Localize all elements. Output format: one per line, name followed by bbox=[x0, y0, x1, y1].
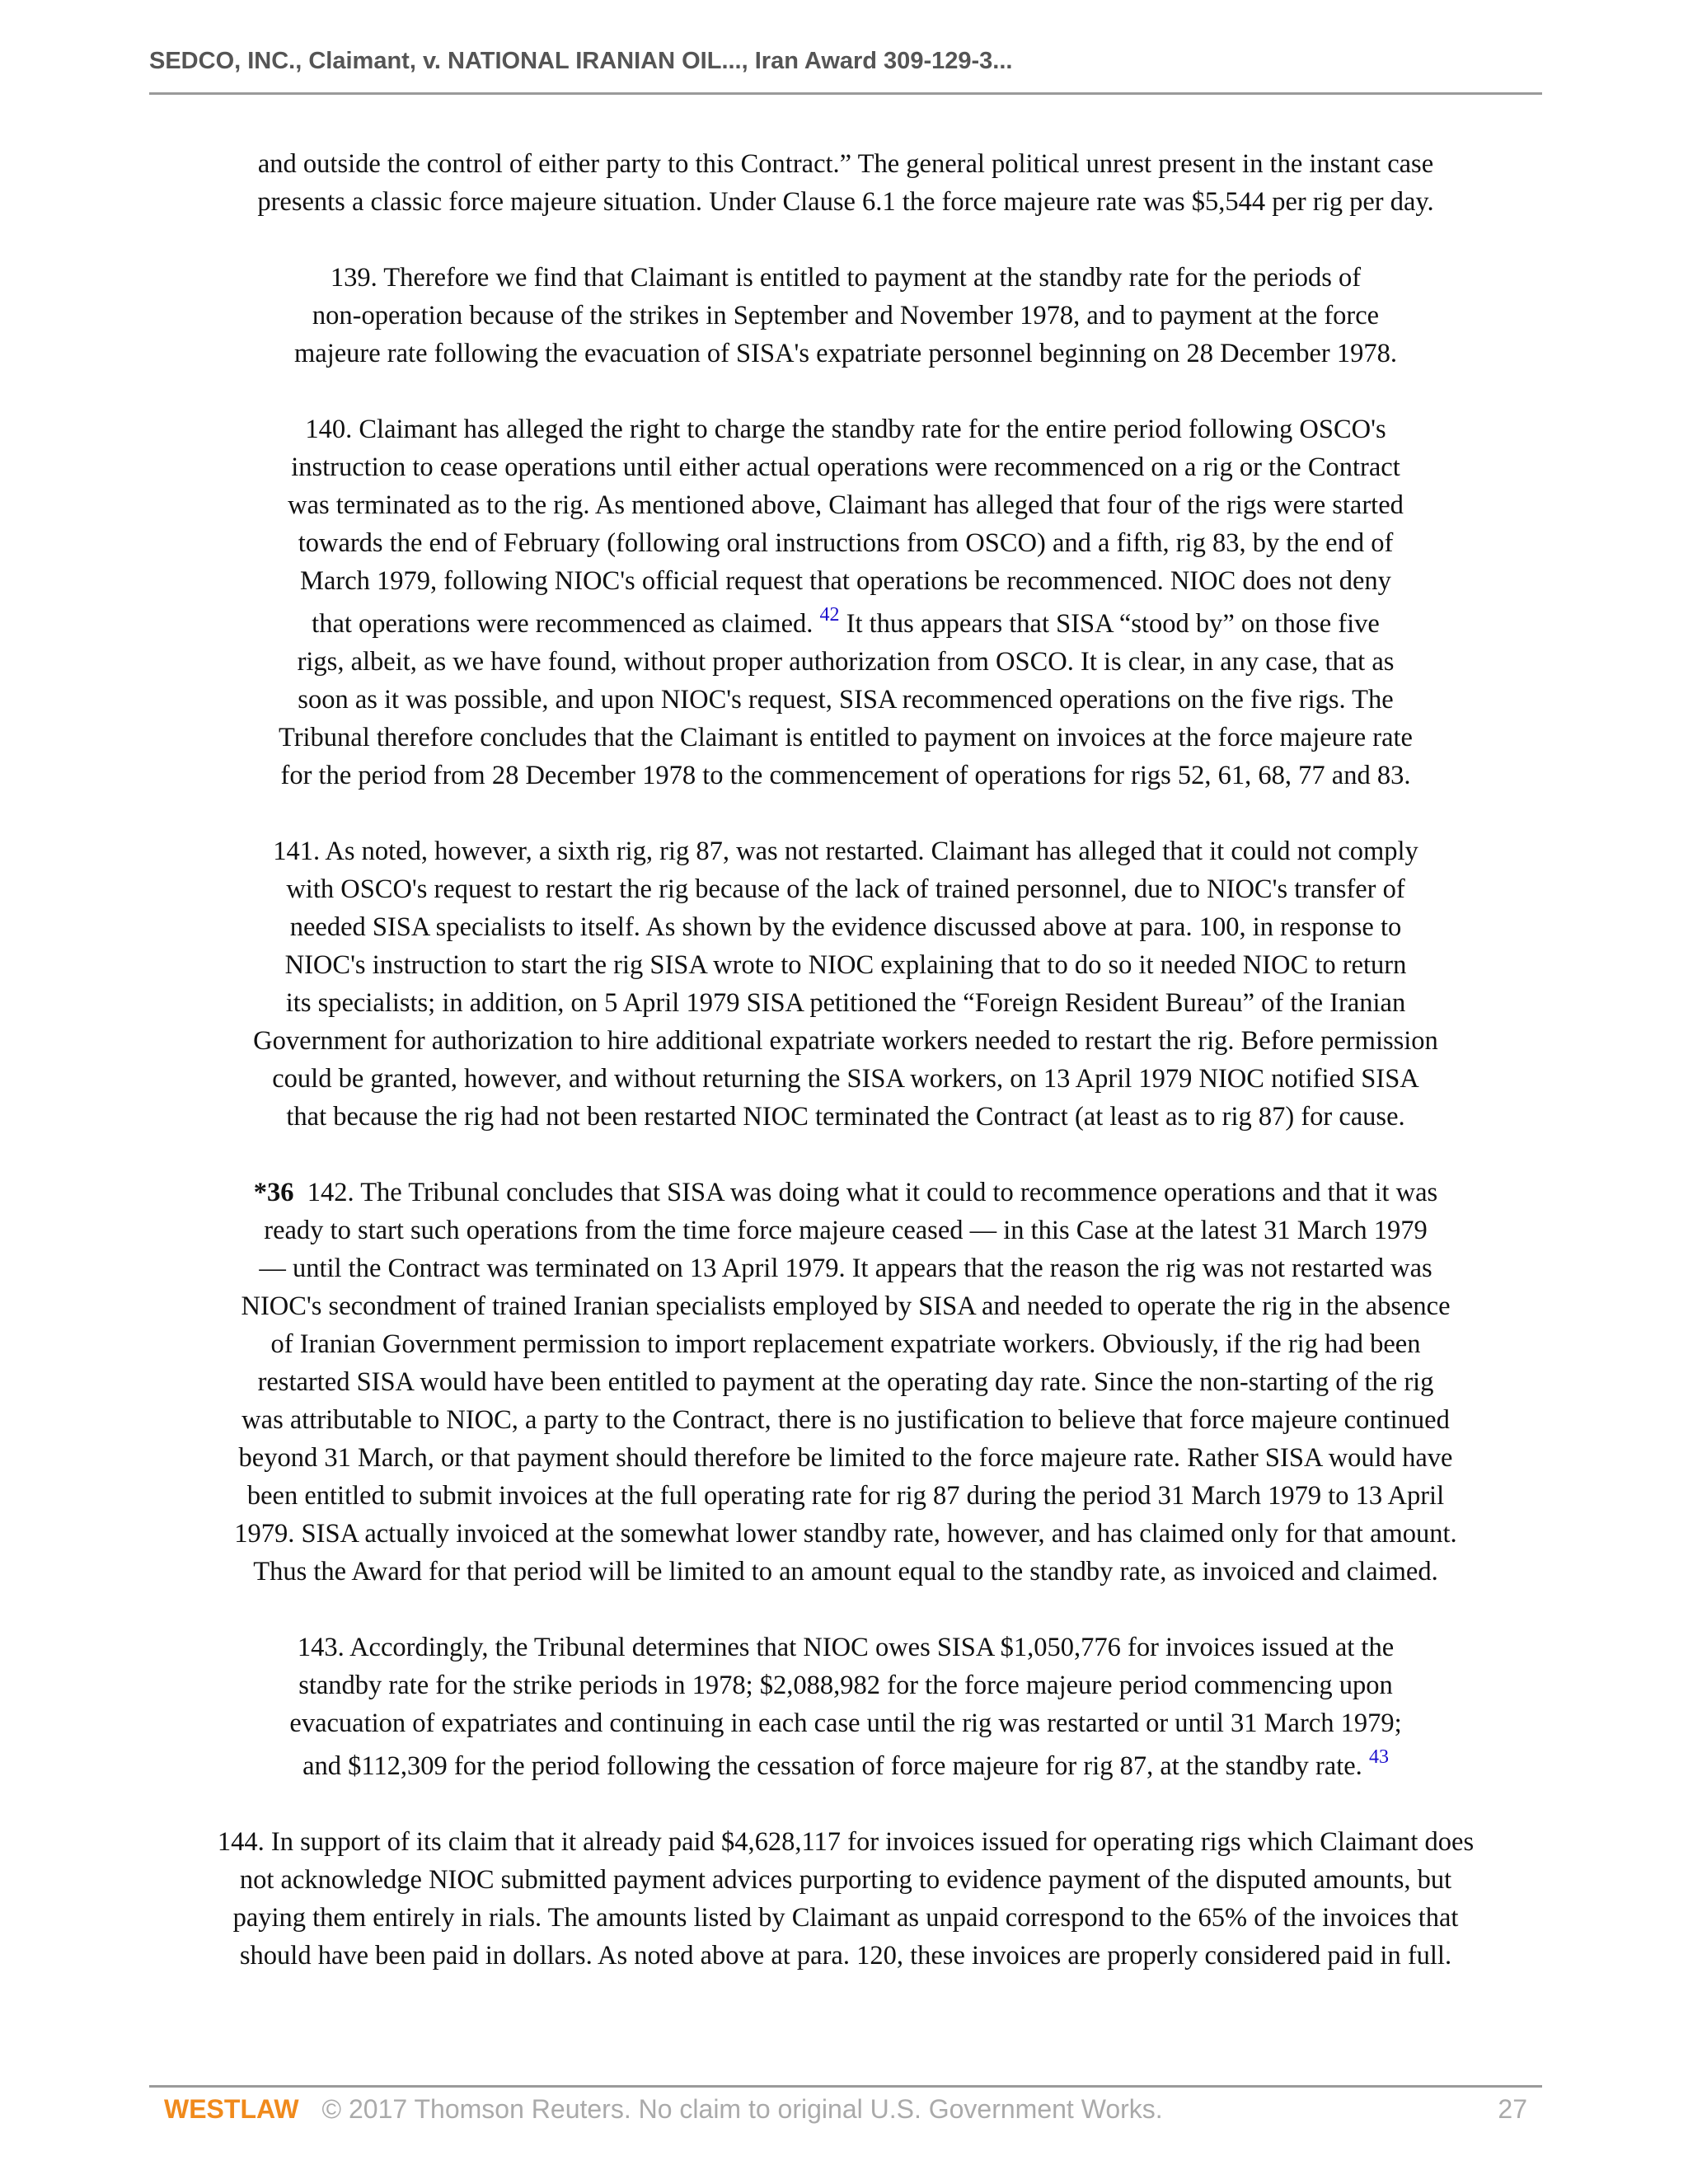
text-line: towards the end of February (following oral instructions from OSCO) and a fifth, rig 83, by the end of bbox=[298, 528, 1394, 558]
text-line: Thus the Award for that period will be limited to an amount equal to the standby rate, as invoiced and claimed. bbox=[253, 1557, 1438, 1586]
header-divider bbox=[149, 92, 1542, 95]
text-line: soon as it was possible, and upon NIOC's request, SISA recommenced operations on the five rigs. The bbox=[298, 685, 1394, 715]
text-line: Government for authorization to hire additional expatriate workers needed to restart the rig. Before permission bbox=[253, 1026, 1438, 1056]
footer-divider bbox=[149, 2085, 1542, 2088]
text-line: NIOC's secondment of trained Iranian specialists employed by SISA and needed to operate the rig in the absence bbox=[241, 1291, 1451, 1321]
text-line: 1979. SISA actually invoiced at the somewhat lower standby rate, however, and has claimed only for that amount. bbox=[234, 1519, 1457, 1549]
text-line: ready to start such operations from the time force majeure ceased — in this Case at the latest 31 March 1979 bbox=[264, 1216, 1428, 1245]
text-line: rigs, albeit, as we have found, without proper authorization from OSCO. It is clear, in any case, that as bbox=[297, 647, 1395, 677]
text-line: of Iranian Government permission to import replacement expatriate workers. Obviously, if the rig had been bbox=[270, 1329, 1421, 1359]
text-segment: It thus appears that SISA “stood by” on those five bbox=[846, 609, 1380, 639]
page-number: 27 bbox=[1498, 2094, 1527, 2124]
text-line: 141. As noted, however, a sixth rig, rig 87, was not restarted. Claimant has alleged that it could not comply bbox=[273, 837, 1418, 866]
paragraph-139 bbox=[149, 259, 1542, 373]
text-line: — until the Contract was terminated on 13 April 1979. It appears that the reason the rig was not restarted was bbox=[259, 1254, 1432, 1283]
paragraph-142 bbox=[149, 1174, 1542, 1591]
text-line: should have been paid in dollars. As noted above at para. 120, these invoices are properly considered paid in full. bbox=[239, 1941, 1452, 1971]
text-line: Tribunal therefore concludes that the Claimant is entitled to payment on invoices at the force majeure rate bbox=[279, 723, 1413, 752]
text-line: not acknowledge NIOC submitted payment advices purporting to evidence payment of the disputed amounts, but bbox=[239, 1865, 1452, 1895]
text-line: evacuation of expatriates and continuing in each case until the rig was restarted or until 31 March 1979; bbox=[289, 1708, 1402, 1738]
text-line bbox=[149, 1742, 1542, 1785]
document-body bbox=[149, 145, 1542, 2013]
paragraph-143 bbox=[149, 1629, 1542, 1785]
text-line: with OSCO's request to restart the rig because of the lack of trained personnel, due to NIOC's transfer of bbox=[286, 874, 1405, 904]
text-line: been entitled to submit invoices at the full operating rate for rig 87 during the period 31 March 1979 to 13 April bbox=[246, 1481, 1445, 1511]
text-line: its specialists; in addition, on 5 April 1979 SISA petitioned the “Foreign Resident Bureau” of the Iranian bbox=[285, 988, 1406, 1018]
paragraph-continuation bbox=[149, 145, 1542, 221]
text-line: needed SISA specialists to itself. As shown by the evidence discussed above at para. 100, in response to bbox=[289, 912, 1402, 942]
text-line bbox=[149, 600, 1542, 643]
text-segment: and $112,309 for the period following the cessation of force majeure for rig 87, at the standby rate. bbox=[302, 1751, 1362, 1781]
star-page-marker: *36 bbox=[253, 1178, 294, 1207]
text-line: for the period from 28 December 1978 to the commencement of operations for rigs 52, 61, 68, 77 and 83. bbox=[280, 761, 1411, 790]
footnote-link-43[interactable]: 43 bbox=[1368, 1746, 1389, 1768]
text-line: standby rate for the strike periods in 1978; $2,088,982 for the force majeure period commencing upon bbox=[298, 1671, 1393, 1700]
paragraph-141 bbox=[149, 832, 1542, 1136]
text-line: non-operation because of the strikes in September and November 1978, and to payment at the force bbox=[312, 301, 1380, 330]
text-line: that because the rig had not been restarted NIOC terminated the Contract (at least as to rig 87) for cause. bbox=[286, 1102, 1405, 1132]
page-footer bbox=[164, 2094, 1542, 2125]
footnote-link-42[interactable]: 42 bbox=[819, 604, 840, 626]
text-line: paying them entirely in rials. The amounts listed by Claimant as unpaid correspond to the 65% of the invoices that bbox=[232, 1903, 1459, 1933]
text-line: was attributable to NIOC, a party to the Contract, there is no justification to believe that force majeure continued bbox=[241, 1405, 1450, 1435]
text-line: instruction to cease operations until either actual operations were recommenced on a rig or the Contract bbox=[291, 452, 1400, 482]
text-line: was terminated as to the rig. As mentioned above, Claimant has alleged that four of the rigs were started bbox=[288, 490, 1404, 520]
text-line: and outside the control of either party to this Contract.” The general political unrest present in the instant case bbox=[257, 149, 1434, 179]
text-line: 140. Claimant has alleged the right to charge the standby rate for the entire period following OSCO's bbox=[305, 415, 1386, 444]
text-line: could be granted, however, and without returning the SISA workers, on 13 April 1979 NIOC notified SISA bbox=[272, 1064, 1419, 1094]
text-line: beyond 31 March, or that payment should therefore be limited to the force majeure rate. Rather SISA would have bbox=[238, 1443, 1453, 1473]
paragraph-144 bbox=[149, 1823, 1542, 1975]
paragraph-140 bbox=[149, 410, 1542, 794]
text-line: 144. In support of its claim that it already paid $4,628,117 for invoices issued for operating rigs which Claimant does bbox=[217, 1827, 1475, 1857]
text-line: presents a classic force majeure situation. Under Clause 6.1 the force majeure rate was $5,544 per rig per day. bbox=[257, 187, 1434, 217]
text-line: 143. Accordingly, the Tribunal determines that NIOC owes SISA $1,050,776 for invoices issued at the bbox=[297, 1633, 1395, 1662]
text-segment: that operations were recommenced as claimed. bbox=[312, 609, 814, 639]
text-line bbox=[149, 1174, 1542, 1212]
text-line: March 1979, following NIOC's official request that operations be recommenced. NIOC does not deny bbox=[300, 566, 1391, 596]
text-line: restarted SISA would have been entitled to payment at the operating day rate. Since the non-starting of the rig bbox=[257, 1367, 1434, 1397]
text-line: NIOC's instruction to start the rig SISA wrote to NIOC explaining that to do so it needed NIOC to return bbox=[284, 950, 1407, 980]
text-line: majeure rate following the evacuation of SISA's expatriate personnel beginning on 28 December 1978. bbox=[294, 339, 1397, 368]
document-title: SEDCO, INC., Claimant, v. NATIONAL IRANIAN OIL..., Iran Award 309-129-3... bbox=[149, 48, 1013, 74]
text-line: 139. Therefore we find that Claimant is entitled to payment at the standby rate for the periods of bbox=[330, 263, 1362, 293]
westlaw-logo: WESTLAW bbox=[164, 2094, 299, 2124]
copyright-notice: © 2017 Thomson Reuters. No claim to original U.S. Government Works. bbox=[321, 2094, 1163, 2124]
text-segment: 142. The Tribunal concludes that SISA was doing what it could to recommence operations and that it was bbox=[307, 1178, 1438, 1207]
